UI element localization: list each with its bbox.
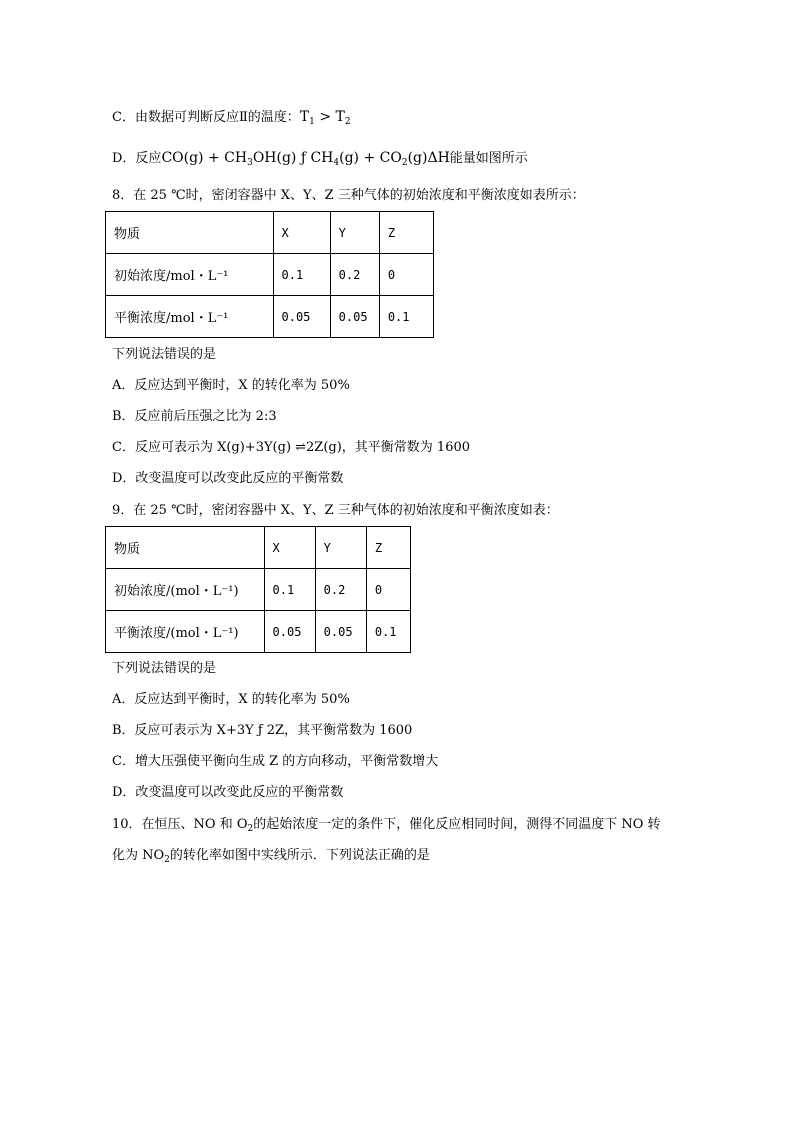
eq-sub: 4 bbox=[333, 158, 340, 168]
q7-option-d-prefix: D．反应 bbox=[112, 151, 162, 166]
q7-option-d bbox=[112, 148, 528, 173]
table-header-cell: Z bbox=[366, 527, 410, 569]
q8-option-d: D．改变温度可以改变此反应的平衡常数 bbox=[112, 471, 344, 486]
q10-text: 的起始浓度一定的条件下，催化反应相同时间，测得不同温度下 NO 转 bbox=[253, 817, 661, 832]
q9-option-b: B．反应可表示为 X+3Y ƒ 2Z，其平衡常数为 1600 bbox=[112, 723, 413, 738]
table-header-row bbox=[106, 212, 434, 254]
q8-option-a: A．反应达到平衡时，X 的转化率为 50% bbox=[112, 378, 350, 393]
table-row bbox=[106, 254, 434, 296]
eq-part: CO(g) + CH bbox=[161, 150, 248, 166]
q10-text: 化为 NO bbox=[112, 848, 165, 863]
q9-option-c: C．增大压强使平衡向生成 Z 的方向移动，平衡常数增大 bbox=[112, 754, 439, 769]
q7-option-d-equation bbox=[161, 150, 449, 166]
q7-option-c bbox=[112, 107, 351, 132]
table-header-cell: Y bbox=[330, 212, 379, 254]
q10-sub: 2 bbox=[247, 824, 254, 834]
table-cell: 0.1 bbox=[379, 296, 433, 338]
table-cell: 0.1 bbox=[264, 569, 315, 611]
q8-option-b: B．反应前后压强之比为 2:3 bbox=[112, 409, 277, 424]
table-cell: 0.05 bbox=[315, 611, 366, 653]
table-cell: 初始浓度/mol・L⁻¹ bbox=[106, 254, 274, 296]
q8-table bbox=[105, 211, 434, 338]
eq-sub: 2 bbox=[401, 158, 408, 168]
q8-option-c: C．反应可表示为 X(g)+3Y(g) ⇌2Z(g)，其平衡常数为 1600 bbox=[112, 440, 471, 455]
q10-line-2 bbox=[112, 846, 430, 870]
eq-part: (g)ΔH bbox=[407, 150, 450, 166]
table-cell: 0.2 bbox=[330, 254, 379, 296]
q7-option-d-suffix: 能量如图所示 bbox=[449, 151, 528, 166]
q9-option-d: D．改变温度可以改变此反应的平衡常数 bbox=[112, 785, 344, 800]
q10-text: 的转化率如图中实线所示．下列说法正确的是 bbox=[169, 848, 430, 863]
table-header-cell: 物质 bbox=[106, 527, 265, 569]
table-header-cell: Z bbox=[379, 212, 433, 254]
table-header-row bbox=[106, 527, 411, 569]
table-row bbox=[106, 611, 411, 653]
eq-part: (g) + CO bbox=[339, 150, 402, 166]
table-cell: 0 bbox=[379, 254, 433, 296]
eq-sub: 3 bbox=[247, 158, 253, 168]
table-header-cell: Y bbox=[315, 527, 366, 569]
table-row bbox=[106, 569, 411, 611]
q10-sub: 2 bbox=[164, 855, 170, 865]
q9-option-a: A．反应达到平衡时，X 的转化率为 50% bbox=[112, 692, 350, 707]
table-cell: 0.05 bbox=[273, 296, 330, 338]
math-sub-2: 2 bbox=[344, 117, 351, 127]
table-cell: 0.2 bbox=[315, 569, 366, 611]
q7-option-c-math bbox=[300, 109, 351, 125]
table-header-cell: 物质 bbox=[106, 212, 274, 254]
table-header-cell: X bbox=[273, 212, 330, 254]
table-row bbox=[106, 296, 434, 338]
math-gt-t: > T bbox=[314, 109, 345, 125]
table-cell: 平衡浓度/mol・L⁻¹ bbox=[106, 296, 274, 338]
q9-stem: 9．在 25 ℃时，密闭容器中 X、Y、Z 三种气体的初始浓度和平衡浓度如表： bbox=[112, 503, 559, 518]
q10-text: 10．在恒压、NO 和 O bbox=[112, 817, 248, 832]
q8-stem: 8．在 25 ℃时，密闭容器中 X、Y、Z 三种气体的初始浓度和平衡浓度如表所示： bbox=[112, 188, 585, 203]
q9-table bbox=[105, 526, 411, 653]
math-sub-1: 1 bbox=[309, 117, 315, 127]
table-cell: 0.05 bbox=[330, 296, 379, 338]
table-cell: 0.1 bbox=[273, 254, 330, 296]
table-header-cell: X bbox=[264, 527, 315, 569]
table-cell: 0.1 bbox=[366, 611, 410, 653]
table-cell: 初始浓度/(mol・L⁻¹) bbox=[106, 569, 265, 611]
q7-option-c-text: C．由数据可判断反应Ⅱ的温度： bbox=[112, 110, 300, 125]
q9-prompt: 下列说法错误的是 bbox=[112, 661, 217, 676]
q8-prompt: 下列说法错误的是 bbox=[112, 347, 217, 362]
q10-line-1 bbox=[112, 815, 661, 839]
math-t: T bbox=[299, 109, 310, 125]
table-cell: 0 bbox=[366, 569, 410, 611]
eq-part: OH(g) ƒ CH bbox=[252, 150, 334, 166]
table-cell: 0.05 bbox=[264, 611, 315, 653]
table-cell: 平衡浓度/(mol・L⁻¹) bbox=[106, 611, 265, 653]
